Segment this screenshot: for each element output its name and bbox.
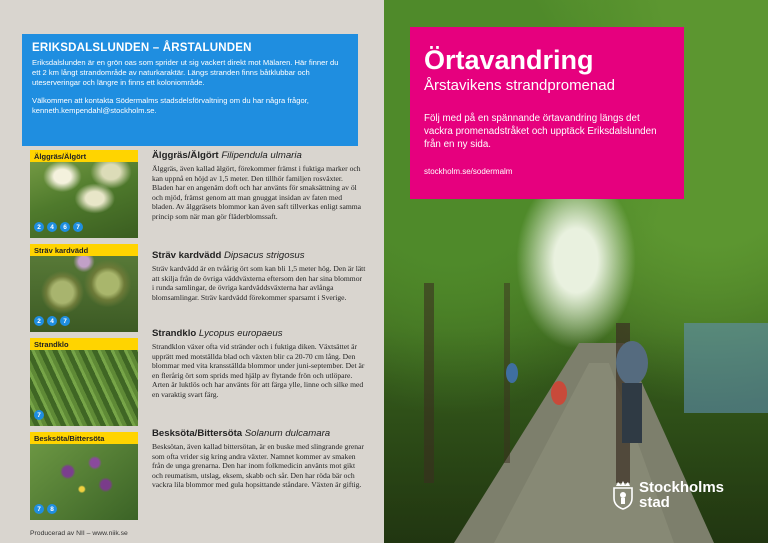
cover-page [384,0,768,543]
stockholm-logo [612,480,724,510]
plant-description-kardvadd [152,250,366,302]
info-box [22,34,358,146]
plant-body: Älggräs, även kallad älgört, förekommer främst i fuktiga marker och kan uppnå en höjd av 1,5 meter. Den tillhör familjen rosväxter. Bladen har en angenäm doft och har använts för smaksättning av öl och mjöd, främst genom att man gnuggat insidan av faten med bladen. Av älggräsets blommor kan även saft tillverkas enligt samma princip som när man gör fläderblomssaft. [152,164,362,221]
plant-latin-name: Lycopus europaeus [198,328,283,339]
badge-group [34,504,57,514]
website-link[interactable]: stockholm.se/sodermalm [424,167,513,176]
plant-heading [152,328,366,339]
crown-shield-icon [612,480,634,510]
badge: 4 [47,316,57,326]
badge: 7 [73,222,83,232]
plant-name: Älggräs/Älgört [152,150,219,161]
plant-photo-alggras [30,150,138,238]
plant-body: Sträv kardvädd är en tvåårig ört som kan bli 1,5 meter hög. Den är lätt att skilja från de övriga väddväxterna eftersom den har sina blommor i runda samlingar, de övriga kardväddsväxterna har avlånga blomsamlingar. Sträv kardvädd förekommer sparsamt i Sverige. [152,264,366,302]
badge: 4 [47,222,57,232]
plant-name: Sträv kardvädd [152,250,222,261]
plant-photo-besksota [30,432,138,520]
badge: 2 [34,222,44,232]
cover-title-box [410,27,684,199]
plant-label: Älggräs/Älgört [30,150,138,162]
badge: 7 [34,504,44,514]
contact-paragraph: Välkommen att kontakta Södermalms stadsdelsförvaltning om du har några frågor, kenneth.kempendahl@stockholm.se. [32,96,309,115]
logo-line2: stad [639,494,670,511]
cover-subtitle: Årstavikens strandpromenad [424,77,615,94]
plant-heading [152,250,366,261]
badge: 2 [34,316,44,326]
logo-line1: Stockholms [639,479,725,496]
badge: 6 [60,222,70,232]
info-paragraph: Eriksdalslunden är en grön oas som sprider ut sig vackert direkt mot Mälaren. Här finner du ett 2 km långt strandområde av naturkaraktär. Längs stranden finns båtklubbar och uteserveringar och längre in finns ett koloniområde. [32,58,339,87]
plant-heading [152,428,366,439]
plant-body: Besksötan, även kallad bittersötan, är en buske med slingrande grenar som ofta vrider sig kring andra växter. Namnet kommer av smaken från de unga grenarna. Den har inom folkmedicin använts mot gikt och reumatism, utslag, eksem, skabb och sår. Den har röda bär och vackra lila blommor med gula hopsittande ståndare. Växten är giftig. [152,442,364,490]
badge: 7 [60,316,70,326]
plant-name: Besksöta/Bittersöta [152,428,243,439]
plant-description-strandklo [152,328,366,400]
plant-description-besksota [152,428,366,490]
plant-body: Strandklon växer ofta vid stränder och i fuktiga diken. Växtsättet är upprätt med motställda blad och växten blir ca 20-70 cm lång. Den blommar med vita kransställda blommor under juni-september. Det är en flerårig ört som sprids med hjälp av flytande frön och utlöpare. Arten är luktlös och har använts för att färga ylle, linne och silke med en varaktig svart färg. [152,342,365,399]
badge-group [34,316,70,326]
plant-label: Sträv kardvädd [30,244,138,256]
plant-label: Strandklo [30,338,138,350]
badge-group [34,222,83,232]
badge-group [34,410,44,420]
badge: 7 [34,410,44,420]
plant-name: Strandklo [152,328,197,339]
badge: 8 [47,504,57,514]
cover-text: Följ med på en spännande örtavandring längs det vackra promenadstråket och upptäck Eriksdalslunden från en ny sida. [424,113,657,150]
plant-latin-name: Filipendula ulmaria [221,150,302,161]
plant-photo-kardvadd [30,244,138,332]
plant-description-alggras [152,150,366,222]
info-title: ERIKSDALSLUNDEN – ÅRSTALUNDEN [32,42,252,54]
logo-wordmark [639,480,724,510]
plant-photo-strandklo [30,338,138,426]
plant-label: Besksöta/Bittersöta [30,432,138,444]
cover-title: Örtavandring [424,45,594,75]
producer-credit: Producerad av NII – www.niik.se [30,530,128,537]
plant-latin-name: Dipsacus strigosus [224,250,305,261]
plant-heading [152,150,366,161]
plant-latin-name: Solanum dulcamara [244,428,331,439]
